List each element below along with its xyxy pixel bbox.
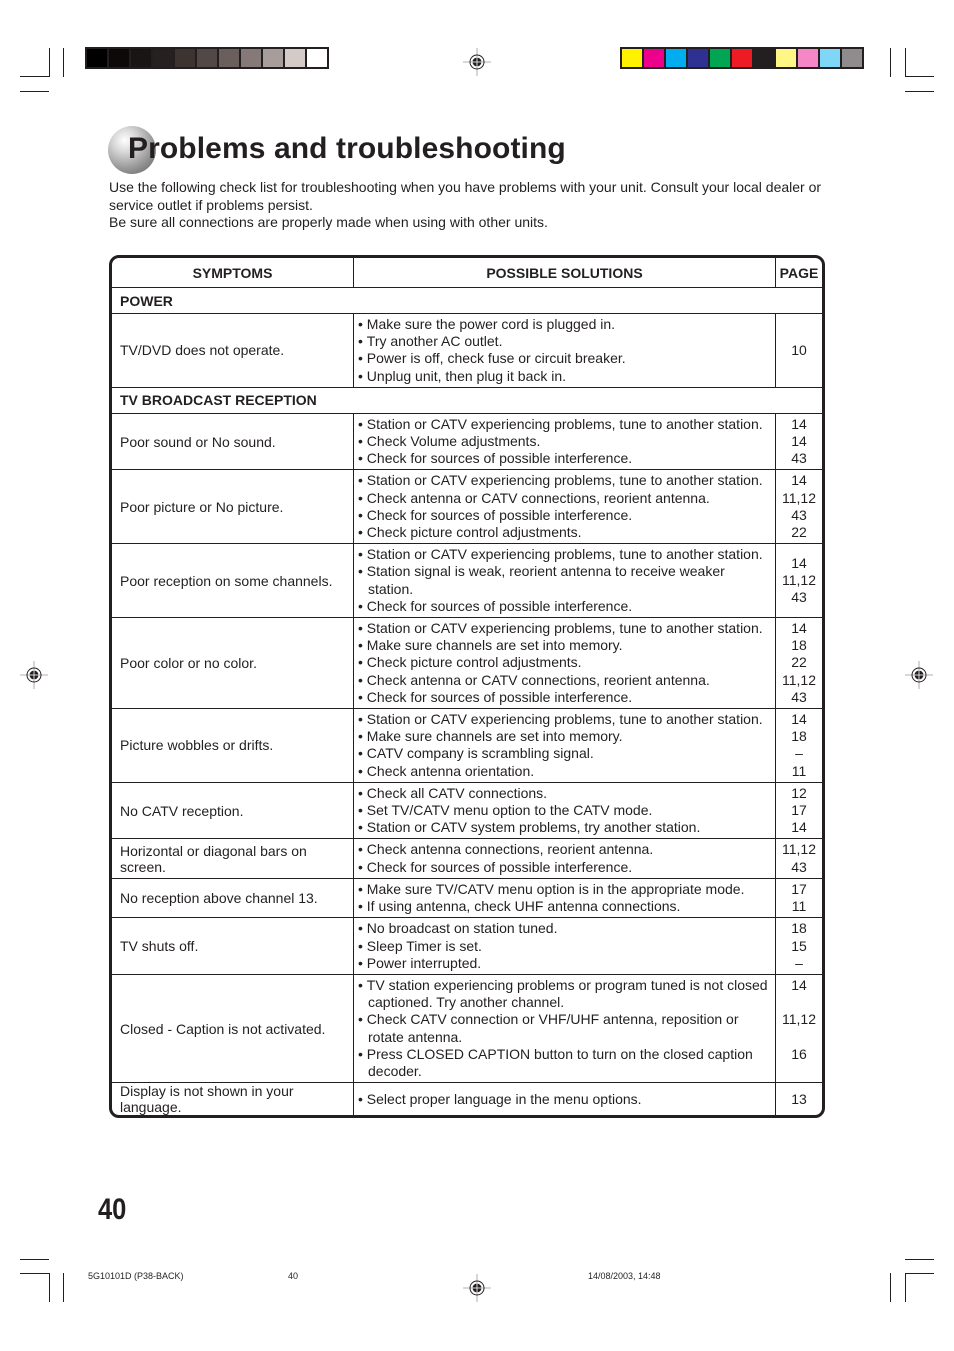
color-swatch	[263, 49, 283, 67]
symptom-cell: TV/DVD does not operate.	[112, 314, 354, 388]
page-ref	[776, 1063, 822, 1080]
registration-mark-icon	[463, 48, 491, 76]
crop-mark	[20, 1259, 49, 1260]
color-swatch	[87, 49, 107, 67]
table-row	[112, 544, 822, 618]
page-ref: 11	[791, 898, 807, 915]
page-ref-cell	[776, 413, 823, 470]
solutions-cell	[354, 782, 776, 839]
color-swatch	[688, 49, 708, 67]
crop-mark	[905, 1259, 934, 1260]
crop-mark	[890, 48, 891, 77]
column-header-solutions: POSSIBLE SOLUTIONS	[354, 258, 776, 288]
page-ref: 16	[791, 1045, 807, 1062]
page-ref: 18	[791, 728, 807, 745]
page-title-text: Problems and troubleshooting	[128, 132, 566, 165]
solution-item: • Check picture control adjustments.	[358, 524, 772, 541]
table-row	[112, 314, 822, 388]
solution-item: • Station or CATV experiencing problems, tune to another station.	[358, 546, 772, 563]
solution-item: • Select proper language in the menu options.	[358, 1091, 772, 1108]
table-row	[112, 918, 822, 975]
crop-mark	[905, 91, 934, 92]
crop-mark	[63, 1273, 64, 1302]
crop-mark	[63, 48, 64, 77]
column-header-page: PAGE	[776, 258, 823, 288]
solution-item: • Station or CATV experiencing problems, tune to another station.	[358, 711, 772, 728]
page-ref: 14	[791, 620, 807, 637]
color-swatch	[307, 49, 327, 67]
page-ref: 14	[791, 976, 807, 993]
solutions-cell	[354, 878, 776, 917]
page-ref: 11	[791, 762, 807, 779]
table-row	[112, 618, 822, 709]
page-ref: 13	[791, 1090, 807, 1107]
registration-mark-icon	[905, 661, 933, 689]
solution-item: • Check for sources of possible interference.	[358, 689, 772, 706]
section-title: POWER	[112, 288, 822, 314]
crop-mark	[905, 76, 934, 77]
solutions-cell	[354, 1083, 776, 1116]
crop-mark	[905, 48, 906, 77]
solution-item: • Try another AC outlet.	[358, 333, 772, 350]
solutions-cell	[354, 618, 776, 709]
page-ref: 43	[791, 589, 807, 606]
crop-mark	[20, 76, 49, 77]
solution-item: • Make sure the power cord is plugged in.	[358, 316, 772, 333]
table-header-row	[112, 258, 822, 288]
page-ref: 12	[791, 784, 807, 801]
symptom-cell: TV shuts off.	[112, 918, 354, 975]
registration-mark-icon	[20, 661, 48, 689]
color-swatch	[153, 49, 173, 67]
crop-mark	[49, 48, 50, 77]
solution-item: • Station or CATV system problems, try another station.	[358, 819, 772, 836]
solution-item: • Make sure channels are set into memory.	[358, 728, 772, 745]
page-ref: 22	[791, 524, 807, 541]
page-ref: 18	[791, 920, 807, 937]
intro-paragraph: Be sure all connections are properly made when using with other units.	[109, 214, 548, 230]
page-ref-cell	[776, 314, 823, 388]
color-swatch	[285, 49, 305, 67]
page-ref: 11,12	[782, 489, 816, 506]
solution-item: • Station or CATV experiencing problems, tune to another station.	[358, 416, 772, 433]
symptom-cell: No reception above channel 13.	[112, 878, 354, 917]
page-ref: –	[795, 745, 803, 762]
symptom-cell: Picture wobbles or drifts.	[112, 709, 354, 783]
page-ref-cell	[776, 618, 823, 709]
section-title: TV BROADCAST RECEPTION	[112, 387, 822, 413]
page-ref-cell	[776, 878, 823, 917]
intro-text	[109, 179, 839, 232]
page-ref	[776, 1029, 822, 1046]
solution-item: • Station or CATV experiencing problems, tune to another station.	[358, 472, 772, 489]
solution-item: • Make sure TV/CATV menu option is in the appropriate mode.	[358, 881, 772, 898]
solution-item: • Check antenna or CATV connections, reorient antenna.	[358, 672, 772, 689]
solution-item: • Check antenna connections, reorient antenna.	[358, 841, 772, 858]
color-swatch	[109, 49, 129, 67]
solution-item: • If using antenna, check UHF antenna connections.	[358, 898, 772, 915]
solution-item: • Station or CATV experiencing problems, tune to another station.	[358, 620, 772, 637]
table-row	[112, 413, 822, 470]
symptom-cell: Poor reception on some channels.	[112, 544, 354, 618]
crop-mark	[20, 91, 49, 92]
color-swatch	[666, 49, 686, 67]
symptom-cell: Poor sound or No sound.	[112, 413, 354, 470]
symptom-cell: Display is not shown in your language.	[112, 1083, 354, 1116]
table-row	[112, 709, 822, 783]
table-row	[112, 974, 822, 1082]
color-swatch	[644, 49, 664, 67]
table-row	[112, 878, 822, 917]
page-ref: 14	[791, 433, 807, 450]
page-ref: 14	[791, 711, 807, 728]
solution-item: • Check CATV connection or VHF/UHF antenna, reposition or rotate antenna.	[358, 1011, 772, 1045]
table-row	[112, 470, 822, 544]
color-swatch	[754, 49, 774, 67]
solutions-cell	[354, 839, 776, 878]
solutions-cell	[354, 470, 776, 544]
grayscale-calibration-bar	[85, 47, 329, 69]
page-ref	[776, 994, 822, 1011]
solution-item: • Set TV/CATV menu option to the CATV mode.	[358, 802, 772, 819]
solutions-cell	[354, 413, 776, 470]
registration-mark-icon	[463, 1274, 491, 1302]
page-ref-cell	[776, 1083, 823, 1116]
page-ref: 11,12	[782, 572, 816, 589]
color-swatch	[776, 49, 796, 67]
document-code: 5G10101D (P38-BACK)	[88, 1271, 184, 1281]
page-ref: 22	[791, 654, 807, 671]
page-ref: 43	[791, 688, 807, 705]
page-ref-cell	[776, 782, 823, 839]
page-ref: 14	[791, 554, 807, 571]
crop-mark	[890, 1273, 891, 1302]
page-ref: 43	[791, 858, 807, 875]
symptom-cell: Poor picture or No picture.	[112, 470, 354, 544]
solution-item: • CATV company is scrambling signal.	[358, 745, 772, 762]
page-ref: 14	[791, 415, 807, 432]
page-ref-cell	[776, 918, 823, 975]
solution-item: • Check antenna or CATV connections, reorient antenna.	[358, 490, 772, 507]
section-header-row	[112, 288, 822, 314]
troubleshooting-table	[109, 255, 825, 1118]
color-swatch	[842, 49, 862, 67]
table-row	[112, 839, 822, 878]
color-swatch	[241, 49, 261, 67]
solution-item: • Make sure channels are set into memory.	[358, 637, 772, 654]
page-number: 40	[98, 1193, 127, 1226]
solution-item: • TV station experiencing problems or program tuned is not closed captioned. Try another channel.	[358, 977, 772, 1011]
crop-mark	[905, 1273, 934, 1274]
solution-item: • No broadcast on station tuned.	[358, 920, 772, 937]
symptom-cell: Horizontal or diagonal bars on screen.	[112, 839, 354, 878]
page-ref: 15	[791, 937, 807, 954]
page-ref: 17	[791, 802, 807, 819]
color-swatch	[622, 49, 642, 67]
crop-mark	[49, 1273, 50, 1302]
page-ref: 11,12	[782, 671, 816, 688]
solution-item: • Power is off, check fuse or circuit breaker.	[358, 350, 772, 367]
solution-item: • Unplug unit, then plug it back in.	[358, 368, 772, 385]
solution-item: • Check Volume adjustments.	[358, 433, 772, 450]
page-ref-cell	[776, 709, 823, 783]
color-swatch	[219, 49, 239, 67]
color-calibration-bar	[620, 47, 864, 69]
solutions-cell	[354, 974, 776, 1082]
table-row	[112, 782, 822, 839]
solution-item: • Press CLOSED CAPTION button to turn on the closed caption decoder.	[358, 1046, 772, 1080]
solution-item: • Check all CATV connections.	[358, 785, 772, 802]
page-ref: 11,12	[782, 1011, 816, 1028]
solutions-cell	[354, 709, 776, 783]
page-ref: 14	[791, 472, 807, 489]
solution-item: • Check for sources of possible interference.	[358, 598, 772, 615]
page-ref: 43	[791, 450, 807, 467]
page-ref-cell	[776, 839, 823, 878]
solution-item: • Check for sources of possible interference.	[358, 859, 772, 876]
page-ref: 43	[791, 506, 807, 523]
page-ref: 17	[791, 880, 807, 897]
page-ref: 14	[791, 819, 807, 836]
solution-item: • Check for sources of possible interference.	[358, 450, 772, 467]
solution-item: • Check picture control adjustments.	[358, 654, 772, 671]
section-header-row	[112, 387, 822, 413]
page-ref: 10	[791, 341, 807, 358]
page-ref: 11,12	[782, 841, 816, 858]
page-ref-cell	[776, 544, 823, 618]
solutions-cell	[354, 544, 776, 618]
print-timestamp: 14/08/2003, 14:48	[588, 1271, 661, 1281]
column-header-symptoms: SYMPTOMS	[112, 258, 354, 288]
solutions-cell	[354, 314, 776, 388]
solution-item: • Check antenna orientation.	[358, 763, 772, 780]
color-swatch	[197, 49, 217, 67]
page-ref-cell	[776, 470, 823, 544]
crop-mark	[20, 1273, 49, 1274]
color-swatch	[175, 49, 195, 67]
color-swatch	[710, 49, 730, 67]
page-ref: –	[795, 954, 803, 971]
crop-mark	[905, 1273, 906, 1302]
symptom-cell: No CATV reception.	[112, 782, 354, 839]
intro-paragraph: Use the following check list for troubleshooting when you have problems with your unit. Consult your local dealer or service outlet if problems persist.	[109, 179, 822, 213]
color-swatch	[131, 49, 151, 67]
color-swatch	[732, 49, 752, 67]
color-swatch	[820, 49, 840, 67]
page-ref: 18	[791, 637, 807, 654]
symptom-cell: Closed - Caption is not activated.	[112, 974, 354, 1082]
solution-item: • Power interrupted.	[358, 955, 772, 972]
solutions-cell	[354, 918, 776, 975]
page-ref-cell	[776, 974, 823, 1082]
table-row	[112, 1083, 822, 1116]
solution-item: • Station signal is weak, reorient antenna to receive weaker station.	[358, 563, 772, 597]
solution-item: • Check for sources of possible interference.	[358, 507, 772, 524]
symptom-cell: Poor color or no color.	[112, 618, 354, 709]
footer-page-number: 40	[288, 1271, 299, 1281]
solution-item: • Sleep Timer is set.	[358, 938, 772, 955]
color-swatch	[798, 49, 818, 67]
